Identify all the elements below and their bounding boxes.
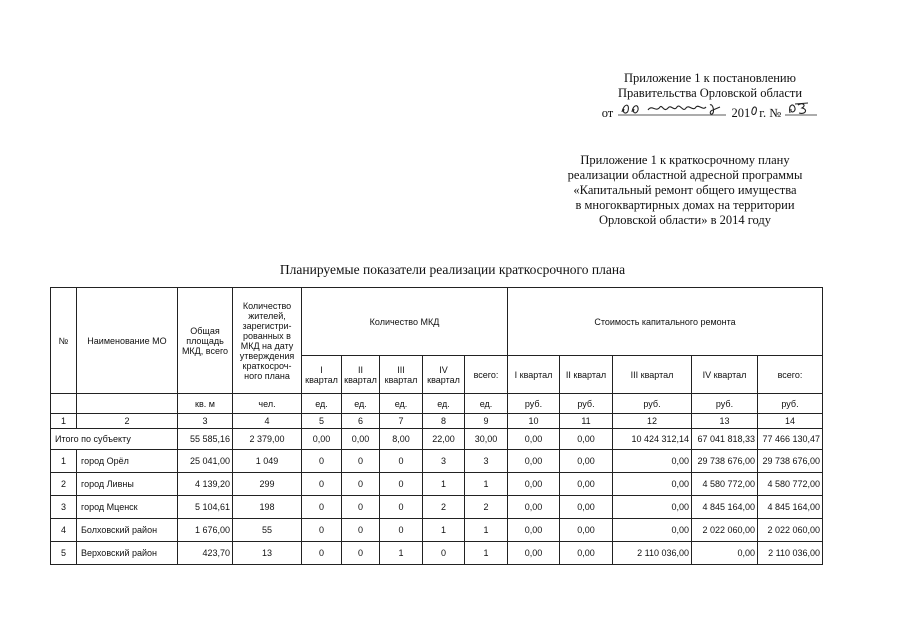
total-cell: 30,00 [465, 429, 508, 450]
total-cell: 22,00 [423, 429, 465, 450]
unit-cell: чел. [233, 394, 302, 414]
indicators-table [50, 287, 823, 565]
row-cost-q1: 0,00 [508, 496, 560, 519]
row-mkd-q2: 0 [342, 473, 380, 496]
row-mkd-q2: 0 [342, 496, 380, 519]
row-cost-q2: 0,00 [560, 473, 613, 496]
header-mkd-q3: III квартал [380, 356, 423, 394]
unit-cell [51, 394, 77, 414]
total-cell: 2 379,00 [233, 429, 302, 450]
row-mkd-q1: 0 [302, 519, 342, 542]
row-cost-q1: 0,00 [508, 542, 560, 565]
row-num: 4 [51, 519, 77, 542]
column-number: 10 [508, 414, 560, 429]
row-cost-q3: 0,00 [613, 519, 692, 542]
handwritten-date-signature [616, 101, 728, 117]
decree-appendix-line1: Приложение 1 к постановлению [624, 71, 796, 85]
row-cost-q4: 2 022 060,00 [692, 519, 758, 542]
table-row [51, 496, 823, 519]
column-number: 8 [423, 414, 465, 429]
unit-cell: ед. [342, 394, 380, 414]
row-mkd-q2: 0 [342, 450, 380, 473]
row-cost-total: 29 738 676,00 [758, 450, 823, 473]
row-name: Верховский район [77, 542, 178, 565]
row-mkd-q3: 0 [380, 473, 423, 496]
row-cost-q3: 2 110 036,00 [613, 542, 692, 565]
total-cell: 8,00 [380, 429, 423, 450]
row-mkd-q1: 0 [302, 473, 342, 496]
column-number: 5 [302, 414, 342, 429]
row-residents: 55 [233, 519, 302, 542]
total-cell: 77 466 130,47 [758, 429, 823, 450]
header-mkd-q4: IV квартал [423, 356, 465, 394]
total-label: Итого по субъекту [51, 429, 178, 450]
row-mkd-total: 3 [465, 450, 508, 473]
row-area: 4 139,20 [178, 473, 233, 496]
plan-appendix-line: в многоквартирных домах на территории [575, 198, 795, 212]
header-name: Наименование МО [77, 288, 178, 394]
column-number: 9 [465, 414, 508, 429]
row-cost-q2: 0,00 [560, 542, 613, 565]
row-cost-total: 2 022 060,00 [758, 519, 823, 542]
column-number: 1 [51, 414, 77, 429]
column-number: 4 [233, 414, 302, 429]
row-mkd-q3: 1 [380, 542, 423, 565]
header-num: № [51, 288, 77, 394]
date-prefix: от [601, 106, 614, 120]
row-cost-q1: 0,00 [508, 473, 560, 496]
total-cell: 55 585,16 [178, 429, 233, 450]
row-cost-q4: 4 845 164,00 [692, 496, 758, 519]
row-area: 1 676,00 [178, 519, 233, 542]
unit-cell: ед. [302, 394, 342, 414]
row-name: город Ливны [77, 473, 178, 496]
unit-cell: ед. [423, 394, 465, 414]
table-row [51, 542, 823, 565]
year-prefix: 201 [731, 106, 751, 120]
row-mkd-q2: 0 [342, 519, 380, 542]
plan-appendix-header [535, 153, 835, 228]
column-numbers-row [51, 414, 823, 429]
year-suffix: г. № [759, 106, 782, 120]
unit-cell: руб. [508, 394, 560, 414]
unit-cell: ед. [380, 394, 423, 414]
row-cost-q2: 0,00 [560, 450, 613, 473]
decree-appendix-header [560, 71, 860, 121]
plan-appendix-line: Приложение 1 к краткосрочному плану [580, 153, 790, 167]
row-cost-q1: 0,00 [508, 519, 560, 542]
row-mkd-q4: 1 [423, 473, 465, 496]
handwritten-year-digit [750, 103, 759, 117]
total-cell: 0,00 [342, 429, 380, 450]
row-num: 2 [51, 473, 77, 496]
table-row [51, 519, 823, 542]
header-residents: Количество жителей, зарегистри-рованных в МКД на дату утверждения краткосроч-ного плана [233, 288, 302, 394]
row-num: 1 [51, 450, 77, 473]
plan-appendix-line: реализации областной адресной программы [567, 168, 803, 182]
table-row [51, 473, 823, 496]
document-title: Планируемые показатели реализации краткосрочного плана [279, 262, 626, 277]
row-mkd-q2: 0 [342, 542, 380, 565]
header-mkd-total: всего: [465, 356, 508, 394]
unit-cell: руб. [560, 394, 613, 414]
row-mkd-q3: 0 [380, 496, 423, 519]
row-mkd-q1: 0 [302, 496, 342, 519]
unit-cell: руб. [758, 394, 823, 414]
row-cost-q4: 4 580 772,00 [692, 473, 758, 496]
row-mkd-q1: 0 [302, 542, 342, 565]
header-area: Общая площадь МКД, всего [178, 288, 233, 394]
row-name: город Орёл [77, 450, 178, 473]
row-name: Болховский район [77, 519, 178, 542]
total-row [51, 429, 823, 450]
column-number: 3 [178, 414, 233, 429]
column-number: 7 [380, 414, 423, 429]
row-mkd-q3: 0 [380, 450, 423, 473]
row-mkd-q1: 0 [302, 450, 342, 473]
total-cell: 0,00 [302, 429, 342, 450]
row-area: 5 104,61 [178, 496, 233, 519]
column-number: 12 [613, 414, 692, 429]
row-cost-q2: 0,00 [560, 496, 613, 519]
unit-cell [77, 394, 178, 414]
column-number: 2 [77, 414, 178, 429]
total-cell: 10 424 312,14 [613, 429, 692, 450]
row-num: 5 [51, 542, 77, 565]
header-mkd-q1: I квартал [302, 356, 342, 394]
unit-cell: руб. [613, 394, 692, 414]
column-number: 13 [692, 414, 758, 429]
unit-cell: руб. [692, 394, 758, 414]
row-cost-q3: 0,00 [613, 473, 692, 496]
row-name: город Мценск [77, 496, 178, 519]
header-cost-total: всего: [758, 356, 823, 394]
row-cost-total: 4 580 772,00 [758, 473, 823, 496]
row-num: 3 [51, 496, 77, 519]
plan-appendix-line: «Капитальный ремонт общего имущества [573, 183, 797, 197]
header-mkd-count: Количество МКД [302, 288, 508, 356]
row-mkd-total: 1 [465, 542, 508, 565]
row-residents: 13 [233, 542, 302, 565]
header-cost-q4: IV квартал [692, 356, 758, 394]
column-number: 11 [560, 414, 613, 429]
row-cost-total: 2 110 036,00 [758, 542, 823, 565]
row-cost-q3: 0,00 [613, 450, 692, 473]
plan-appendix-line: Орловской области» в 2014 году [598, 213, 772, 227]
header-row-top [51, 288, 823, 356]
units-row [51, 394, 823, 414]
row-cost-total: 4 845 164,00 [758, 496, 823, 519]
row-area: 25 041,00 [178, 450, 233, 473]
row-cost-q2: 0,00 [560, 519, 613, 542]
handwritten-decree-number [784, 101, 818, 117]
municipality-rows [51, 450, 823, 565]
header-cost-q3: III квартал [613, 356, 692, 394]
header-cost-q1: I квартал [508, 356, 560, 394]
row-mkd-q3: 0 [380, 519, 423, 542]
total-cell: 0,00 [508, 429, 560, 450]
header-repair-cost: Стоимость капитального ремонта [508, 288, 823, 356]
row-cost-q1: 0,00 [508, 450, 560, 473]
header-cost-q2: II квартал [560, 356, 613, 394]
row-mkd-total: 1 [465, 473, 508, 496]
unit-cell: ед. [465, 394, 508, 414]
decree-date-line [560, 101, 860, 121]
row-mkd-q4: 0 [423, 542, 465, 565]
total-cell: 0,00 [560, 429, 613, 450]
table-row [51, 450, 823, 473]
total-cell: 67 041 818,33 [692, 429, 758, 450]
row-cost-q3: 0,00 [613, 496, 692, 519]
row-residents: 1 049 [233, 450, 302, 473]
row-residents: 198 [233, 496, 302, 519]
row-cost-q4: 29 738 676,00 [692, 450, 758, 473]
row-residents: 299 [233, 473, 302, 496]
row-mkd-q4: 3 [423, 450, 465, 473]
decree-appendix-line2: Правительства Орловской области [617, 86, 803, 100]
row-mkd-total: 2 [465, 496, 508, 519]
unit-cell: кв. м [178, 394, 233, 414]
column-number: 14 [758, 414, 823, 429]
row-area: 423,70 [178, 542, 233, 565]
row-cost-q4: 0,00 [692, 542, 758, 565]
row-mkd-q4: 1 [423, 519, 465, 542]
header-mkd-q2: II квартал [342, 356, 380, 394]
column-number: 6 [342, 414, 380, 429]
row-mkd-total: 1 [465, 519, 508, 542]
row-mkd-q4: 2 [423, 496, 465, 519]
